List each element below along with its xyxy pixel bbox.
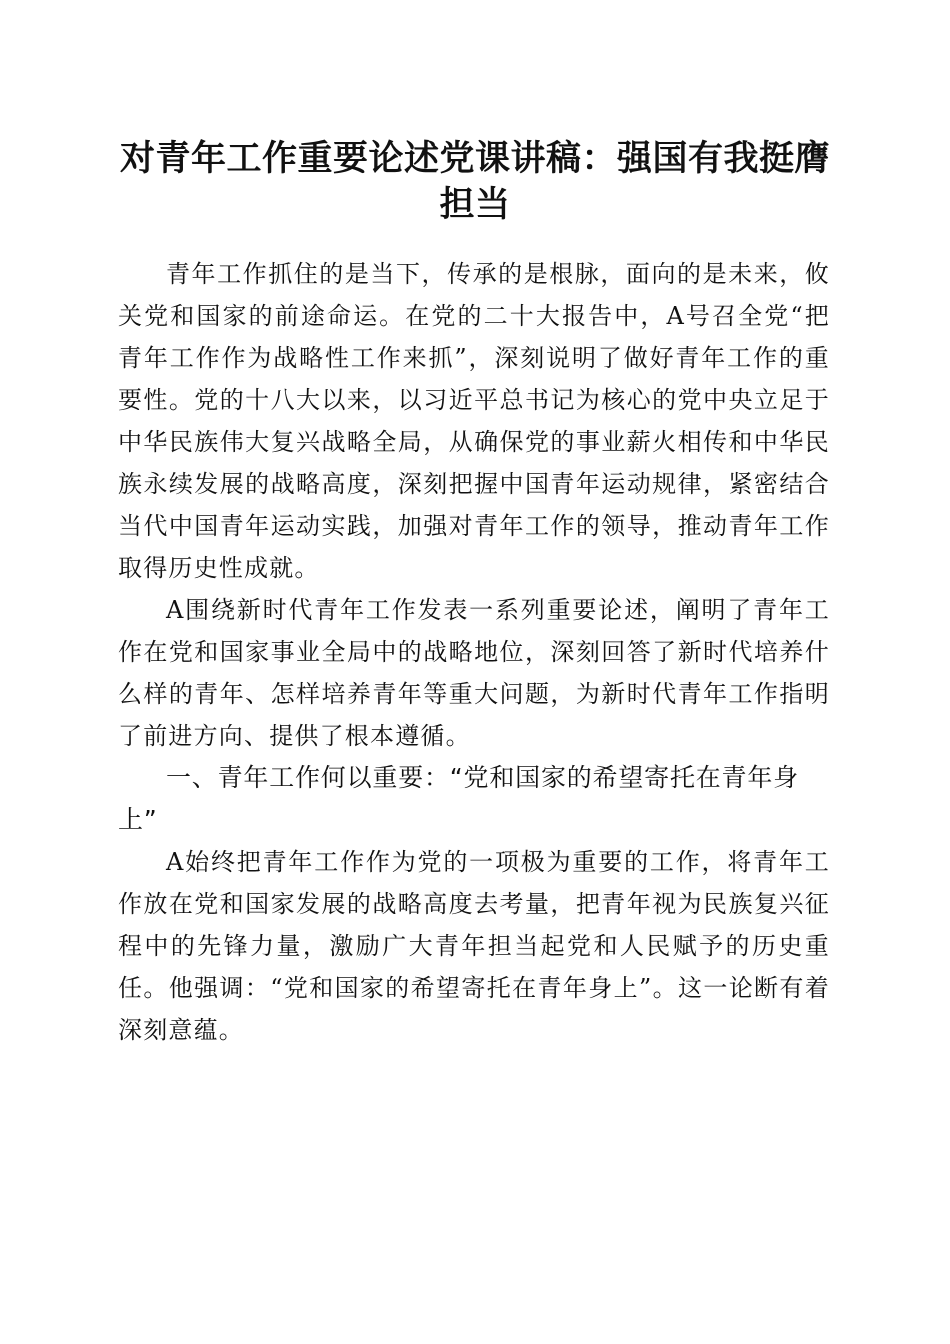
document-title: 对青年工作重要论述党课讲稿：强国有我挺膺担当 xyxy=(119,138,830,225)
document-body xyxy=(118,253,830,1051)
section-heading-1: 一、青年工作何以重要：“党和国家的希望寄托在青年身上” xyxy=(118,763,799,834)
paragraph-intro: 青年工作抓住的是当下，传承的是根脉，面向的是未来，攸关党和国家的前途命运。在党的二十大报告中，A号召全党“把青年工作作为战略性工作来抓”，深刻说明了做好青年工作的重要性。党的十八大以来，以习近平总书记为核心的党中央立足于中华民族伟大复兴战略全局，从确保党的事业薪火相传和中华民族永续发展的战略高度，深刻把握中国青年运动规律，紧密结合当代中国青年运动实践，加强对青年工作的领导，推动青年工作取得历史性成就。 xyxy=(118,260,830,582)
section-1-paragraph: A始终把青年工作作为党的一项极为重要的工作，将青年工作放在党和国家发展的战略高度去考量，把青年视为民族复兴征程中的先锋力量，激励广大青年担当起党和人民赋予的历史重任。他强调：“党和国家的希望寄托在青年身上”。这一论断有着深刻意蕴。 xyxy=(118,848,830,1044)
paragraph-overview: A围绕新时代青年工作发表一系列重要论述，阐明了青年工作在党和国家事业全局中的战略地位，深刻回答了新时代培养什么样的青年、怎样培养青年等重大问题，为新时代青年工作指明了前进方向、提供了根本遵循。 xyxy=(118,596,830,750)
